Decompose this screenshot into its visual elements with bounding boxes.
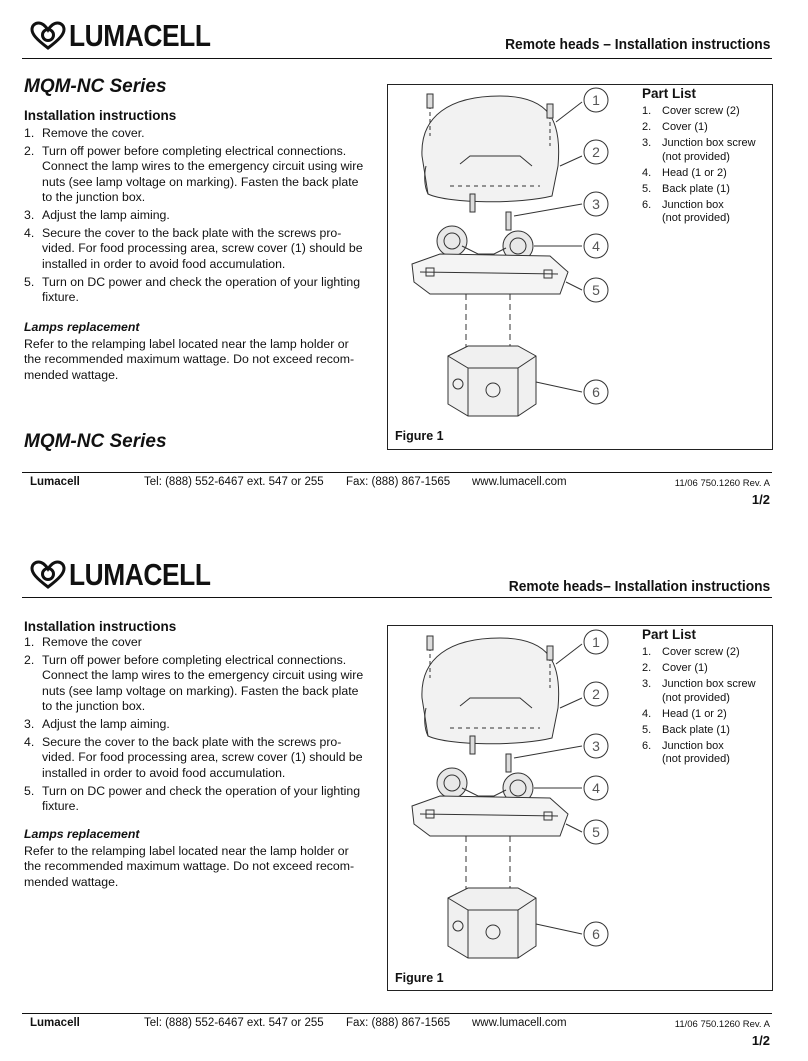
header-divider bbox=[22, 597, 772, 598]
footer-revision: 11/06 750.1260 Rev. A bbox=[674, 1019, 770, 1030]
install-title: Installation instructions bbox=[24, 619, 177, 634]
footer-divider bbox=[22, 472, 772, 473]
part-list-title: Part List bbox=[642, 86, 697, 101]
lamps-text: Refer to the relamping label located near the lamp holder or the recommended maximum wattage. Do not exceed recom-mended wattage. bbox=[24, 844, 355, 889]
step-item bbox=[24, 635, 366, 650]
footer-fax: Fax: (888) 867-1565 bbox=[346, 476, 451, 488]
part-number: 2. bbox=[642, 121, 652, 133]
step-text: Secure the cover to the back plate with the screws pro-vided. For food processing area, screw cover (1) should be installed in order to avoid food accumulation. bbox=[42, 734, 363, 780]
brand-name: LUMACELL bbox=[69, 18, 211, 53]
footer-brand: Lumacell bbox=[30, 476, 80, 488]
footer bbox=[30, 1017, 770, 1030]
part-note: (not provided) bbox=[662, 212, 730, 224]
step-item bbox=[24, 275, 366, 306]
part-number: 4. bbox=[642, 707, 652, 720]
step-text: Turn on DC power and check the operation of your lighting fixture. bbox=[42, 783, 361, 814]
part-list-title: Part List bbox=[642, 627, 697, 642]
footer-divider bbox=[22, 1013, 772, 1014]
part-number: 1. bbox=[642, 646, 652, 658]
step-text: Adjust the lamp aiming. bbox=[42, 208, 170, 223]
callout-4: 4 bbox=[592, 780, 600, 796]
step-text: Adjust the lamp aiming. bbox=[42, 717, 170, 732]
step-text: Turn on DC power and check the operation of your lighting fixture. bbox=[42, 274, 361, 305]
lumacell-heart-logo-icon bbox=[30, 21, 66, 51]
lumacell-heart-logo-icon bbox=[30, 560, 66, 590]
install-steps bbox=[24, 126, 366, 308]
footer-phone: Tel: (888) 552-6467 ext. 547 or 255 bbox=[144, 1017, 324, 1029]
part-number: 6. bbox=[642, 198, 652, 211]
step-text: Remove the cover bbox=[42, 635, 142, 649]
callout-6: 6 bbox=[592, 926, 600, 942]
step-text: Turn off power before completing electrical connections. Connect the lamp wires to the emergency circuit using wire nuts (see lamp voltage on marking). Fasten the back plate to the junction box. bbox=[42, 652, 364, 714]
part-item bbox=[642, 121, 792, 135]
part-label: Back plate (1) bbox=[662, 723, 730, 736]
part-label: Cover (1) bbox=[662, 121, 708, 133]
callout-4: 4 bbox=[592, 238, 600, 254]
part-item bbox=[642, 662, 792, 676]
brand-logo bbox=[30, 17, 235, 55]
part-number: 5. bbox=[642, 182, 652, 195]
step-item bbox=[24, 717, 366, 732]
jbox-screw-left bbox=[470, 194, 475, 212]
part-number: 3. bbox=[642, 678, 652, 690]
step-number: 2. bbox=[24, 143, 35, 158]
part-label: Junction box bbox=[662, 198, 724, 211]
step-number: 5. bbox=[24, 274, 35, 289]
step-item bbox=[24, 126, 366, 141]
part-label: Back plate (1) bbox=[662, 182, 730, 195]
part-list-items bbox=[642, 646, 792, 767]
brand-logo bbox=[30, 556, 235, 594]
install-title: Installation instructions bbox=[24, 108, 177, 123]
header-title: Remote heads– Installation instructions bbox=[508, 578, 770, 595]
callout-1: 1 bbox=[592, 92, 600, 108]
callout-3: 3 bbox=[592, 738, 600, 754]
step-number: 3. bbox=[24, 717, 35, 732]
part-item bbox=[642, 105, 792, 119]
callout-2: 2 bbox=[592, 144, 600, 160]
page-number: 1/2 bbox=[751, 492, 770, 507]
lamps-title: Lamps replacement bbox=[24, 320, 140, 334]
callout-3: 3 bbox=[592, 196, 600, 212]
step-number: 4. bbox=[24, 734, 35, 749]
part-label: Junction box bbox=[662, 739, 724, 752]
footer bbox=[30, 476, 770, 489]
part-note: (not provided) bbox=[662, 150, 730, 163]
jbox-screw-right bbox=[506, 212, 511, 230]
part-list-items bbox=[642, 105, 792, 226]
part-label: Cover (1) bbox=[662, 662, 708, 674]
part-item bbox=[642, 199, 792, 226]
footer-fax: Fax: (888) 867-1565 bbox=[346, 1017, 451, 1029]
part-item bbox=[642, 708, 792, 722]
junction-box-part bbox=[448, 888, 536, 958]
figure-label: Figure 1 bbox=[395, 971, 444, 985]
footer-brand: Lumacell bbox=[30, 1017, 80, 1029]
callout-2: 2 bbox=[592, 686, 600, 702]
footer-phone: Tel: (888) 552-6467 ext. 547 or 255 bbox=[144, 476, 324, 488]
step-item bbox=[24, 653, 366, 715]
figure-label: Figure 1 bbox=[395, 429, 444, 443]
footer-revision: 11/06 750.1260 Rev. A bbox=[674, 478, 770, 489]
part-note: (not provided) bbox=[662, 753, 730, 765]
step-number: 3. bbox=[24, 208, 35, 223]
step-item bbox=[24, 735, 366, 781]
step-number: 4. bbox=[24, 225, 35, 240]
cover-screw-left bbox=[427, 636, 433, 650]
step-number: 2. bbox=[24, 652, 35, 667]
step-text: Turn off power before completing electrical connections. Connect the lamp wires to the emergency circuit using wire nuts (see lamp voltage on marking). Fasten the back plate to the junction box. bbox=[42, 143, 364, 205]
part-number: 5. bbox=[642, 723, 652, 736]
part-list bbox=[642, 627, 792, 769]
step-item bbox=[24, 208, 366, 223]
part-item bbox=[642, 646, 792, 660]
part-item bbox=[642, 137, 792, 164]
lamps-title: Lamps replacement bbox=[24, 827, 140, 841]
page-number: 1/2 bbox=[751, 1033, 770, 1048]
callout-6: 6 bbox=[592, 384, 600, 400]
exploded-view-figure bbox=[390, 628, 612, 968]
callout-1: 1 bbox=[592, 634, 600, 650]
callout-5: 5 bbox=[592, 282, 600, 298]
part-label: Head (1 or 2) bbox=[662, 707, 727, 720]
part-number: 6. bbox=[642, 739, 652, 752]
part-number: 4. bbox=[642, 166, 652, 179]
part-label: Junction box screw bbox=[662, 678, 756, 690]
header-title: Remote heads – Installation instructions bbox=[504, 36, 770, 53]
part-item bbox=[642, 183, 792, 197]
part-item bbox=[642, 724, 792, 738]
footer-website[interactable]: www.lumacell.com bbox=[472, 476, 567, 488]
brand-name: LUMACELL bbox=[69, 557, 211, 592]
series-title-repeat: MQM-NC Series bbox=[24, 431, 167, 452]
part-number: 2. bbox=[642, 662, 652, 674]
lamps-text: Refer to the relamping label located near the lamp holder or the recommended maximum wattage. Do not exceed recom-mended wattage. bbox=[24, 337, 355, 382]
part-label: Cover screw (2) bbox=[662, 646, 740, 658]
exploded-view-figure bbox=[390, 86, 612, 426]
part-note: (not provided) bbox=[662, 691, 730, 704]
part-label: Head (1 or 2) bbox=[662, 166, 727, 179]
page-bottom bbox=[0, 530, 808, 1061]
callout-5: 5 bbox=[592, 824, 600, 840]
junction-box-part bbox=[448, 346, 536, 416]
jbox-screw-right bbox=[506, 754, 511, 772]
step-item bbox=[24, 144, 366, 206]
part-label: Cover screw (2) bbox=[662, 105, 740, 117]
lamp-head-left bbox=[437, 768, 467, 798]
part-number: 3. bbox=[642, 137, 652, 149]
part-item bbox=[642, 167, 792, 181]
step-item bbox=[24, 784, 366, 815]
cover-screw-right bbox=[547, 104, 553, 118]
series-title: MQM-NC Series bbox=[24, 76, 167, 97]
header-divider bbox=[22, 58, 772, 59]
part-list bbox=[642, 86, 792, 228]
cover-screw-right bbox=[547, 646, 553, 660]
cover-screw-left bbox=[427, 94, 433, 108]
part-label: Junction box screw bbox=[662, 137, 756, 149]
step-text: Remove the cover. bbox=[42, 126, 145, 140]
jbox-screw-left bbox=[470, 736, 475, 754]
step-number: 5. bbox=[24, 783, 35, 798]
page-top bbox=[0, 0, 808, 530]
part-number: 1. bbox=[642, 105, 652, 117]
step-item bbox=[24, 226, 366, 272]
part-item bbox=[642, 740, 792, 767]
step-number: 1. bbox=[24, 635, 35, 649]
install-steps bbox=[24, 635, 366, 817]
footer-website[interactable]: www.lumacell.com bbox=[472, 1017, 567, 1029]
lamp-head-left bbox=[437, 226, 467, 256]
part-item bbox=[642, 678, 792, 705]
step-number: 1. bbox=[24, 126, 35, 140]
step-text: Secure the cover to the back plate with the screws pro-vided. For food processing area, screw cover (1) should be installed in order to avoid food accumulation. bbox=[42, 225, 363, 271]
